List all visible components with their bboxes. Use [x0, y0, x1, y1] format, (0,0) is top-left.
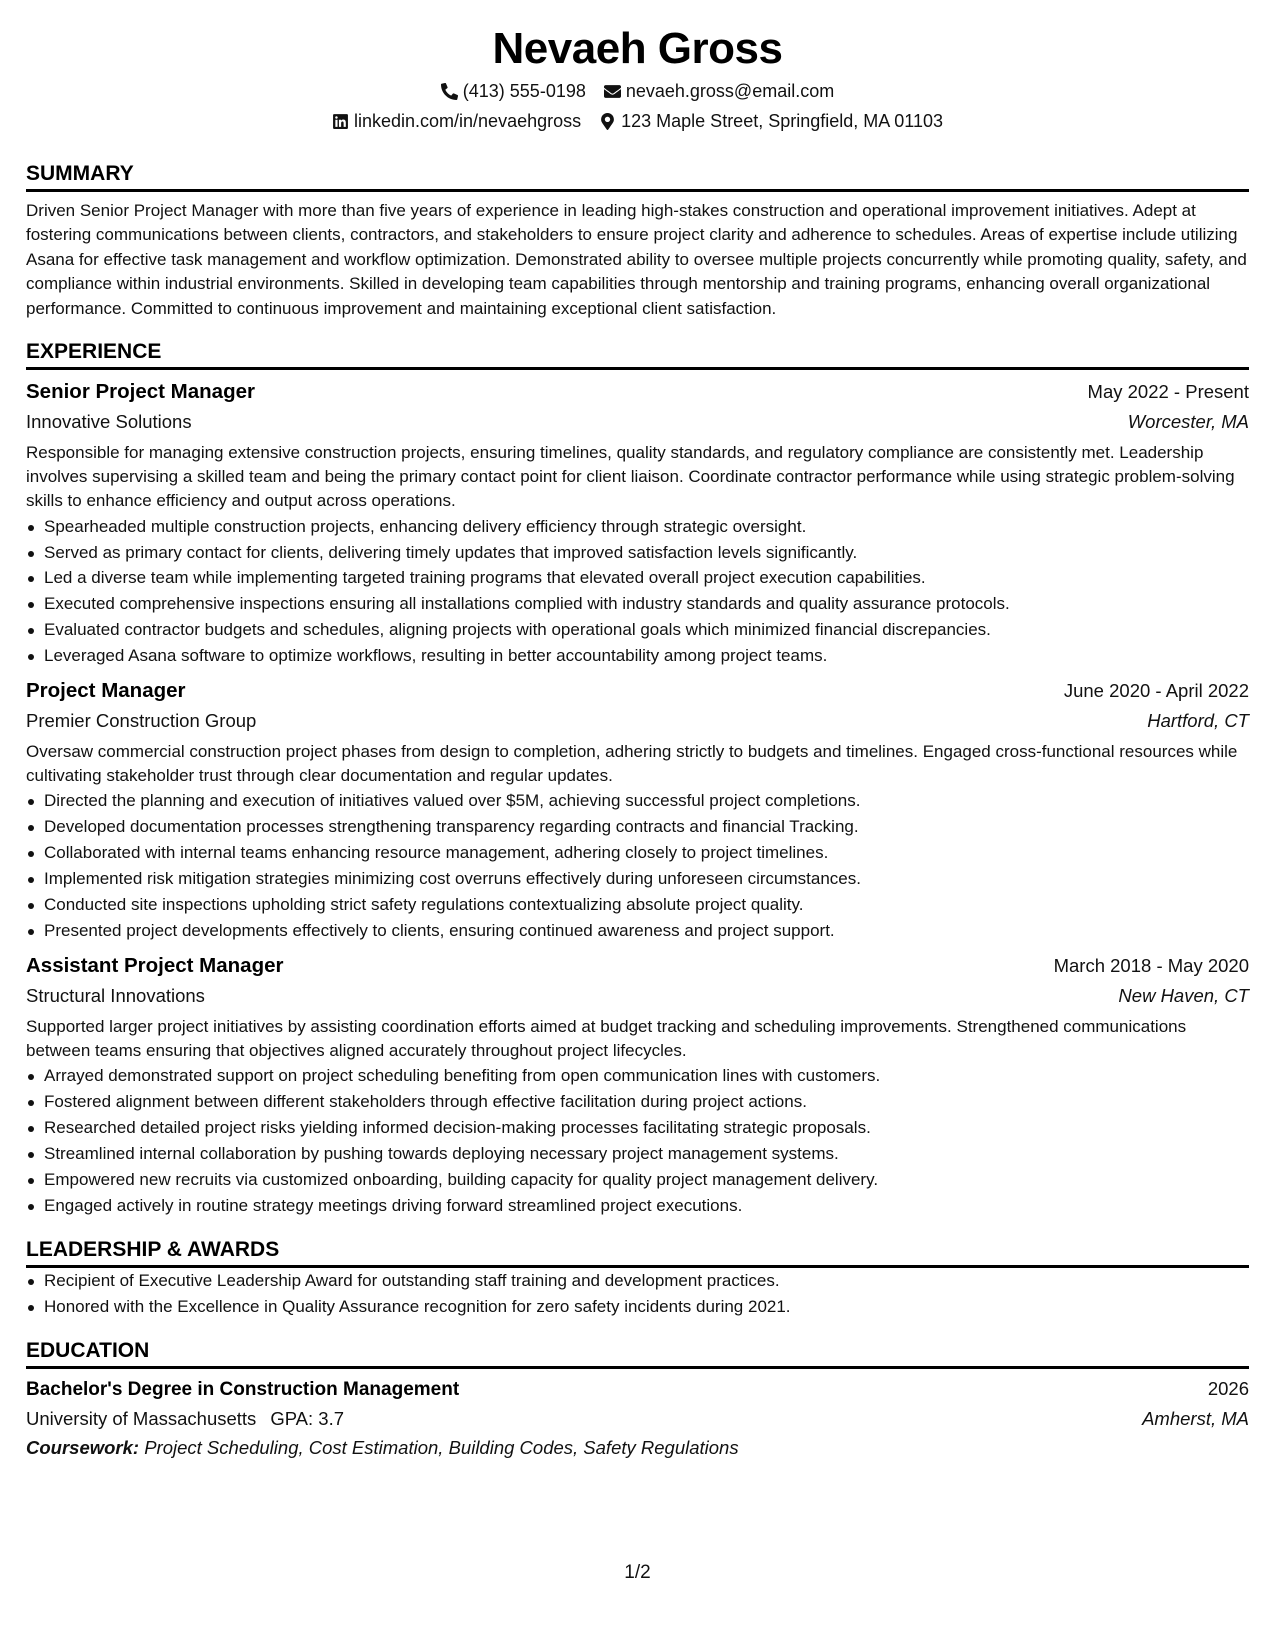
- coursework-text: Project Scheduling, Cost Estimation, Building Codes, Safety Regulations: [144, 1436, 739, 1458]
- job-location: Hartford, CT: [1147, 710, 1249, 732]
- job-bullets: [26, 1063, 1249, 1218]
- list-item: Collaborated with internal teams enhancing resource management, adhering closely to project timelines.: [26, 840, 1249, 866]
- education-location: Amherst, MA: [1142, 1407, 1249, 1429]
- list-item: Researched detailed project risks yielding informed decision-making processes facilitating strategic proposals.: [26, 1115, 1249, 1141]
- coursework-label: Coursework:: [26, 1436, 140, 1458]
- phone-icon: [441, 83, 458, 100]
- candidate-name: Nevaeh Gross: [492, 24, 783, 73]
- job-company: Innovative Solutions: [26, 411, 192, 433]
- summary-text: Driven Senior Project Manager with more than five years of experience in leading high-stakes construction and operational improvement initiatives. Adept at fostering communications between clients, contractors, and stakeholders to ensure project clarity and adherence to schedules. Areas of expertise include utilizing Asana for effective task management and workflow optimization. Demonstrated ability to oversee multiple projects concurrently while promoting quality, safety, and compliance within industrial environments. Skilled in developing team capabilities through mentorship and training programs, enhancing overall organizational performance. Committed to continuous improvement and maintaining exceptional client satisfaction.: [26, 201, 1247, 318]
- page-number: 1/2: [624, 1562, 651, 1583]
- contact-row-1: [26, 76, 1249, 106]
- education-gpa: GPA: 3.7: [270, 1407, 345, 1429]
- phone-contact: [441, 76, 586, 106]
- list-item: Implemented risk mitigation strategies minimizing cost overruns effectively during unforeseen circumstances.: [26, 866, 1249, 892]
- job-title: Project Manager: [26, 679, 186, 703]
- phone-text: (413) 555-0198: [462, 81, 586, 101]
- list-item: Honored with the Excellence in Quality Assurance recognition for zero safety incidents during 2021.: [26, 1294, 1249, 1320]
- education-heading: EDUCATION: [26, 1337, 1249, 1369]
- resume-page: [26, 22, 1249, 1463]
- job-entry: [26, 950, 1249, 1219]
- list-item: Served as primary contact for clients, delivering timely updates that improved satisfaction levels significantly.: [26, 540, 1249, 566]
- job-description: Supported larger project initiatives by assisting coordination efforts aimed at budget tracking and scheduling improvements. Strengthened communications between teams ensuring that objectives aligned accurately throughout project lifecycles.: [26, 1016, 1187, 1061]
- list-item: Directed the planning and execution of initiatives valued over $5M, achieving successful project completions.: [26, 788, 1249, 814]
- job-title: Assistant Project Manager: [26, 953, 284, 977]
- job-bullets: [26, 514, 1249, 669]
- education-coursework: [26, 1433, 1249, 1463]
- experience-heading: EXPERIENCE: [26, 338, 1249, 370]
- linkedin-contact[interactable]: [332, 106, 581, 136]
- education-year: 2026: [1207, 1377, 1249, 1399]
- job-company: Structural Innovations: [26, 984, 205, 1006]
- job-entry: [26, 376, 1249, 669]
- envelope-icon: [604, 83, 621, 100]
- job-location: Worcester, MA: [1127, 411, 1249, 433]
- job-bullets: [26, 788, 1249, 943]
- linkedin-text: linkedin.com/in/nevaehgross: [353, 111, 582, 131]
- list-item: Recipient of Executive Leadership Award for outstanding staff training and development practices.: [26, 1268, 1249, 1294]
- job-description: Oversaw commercial construction project phases from design to completion, adhering strictly to budgets and timelines. Engaged cross-functional resources while cultivating stakeholder trust through clear documentation and regular updates.: [26, 742, 1238, 786]
- address-contact: [599, 106, 943, 136]
- awards-heading: LEADERSHIP & AWARDS: [26, 1236, 1249, 1268]
- list-item: Spearheaded multiple construction projects, enhancing delivery efficiency through strategic oversight.: [26, 514, 1249, 540]
- list-item: Leveraged Asana software to optimize workflows, resulting in better accountability among project teams.: [26, 643, 1249, 669]
- list-item: Evaluated contractor budgets and schedules, aligning projects with operational goals which minimized financial discrepancies.: [26, 617, 1249, 643]
- job-description: Responsible for managing extensive construction projects, ensuring timelines, quality standards, and regulatory compliance are consistently met. Leadership involves supervising a skilled team and being the primary contact point for client liaison. Coordinate contractor performance while using strategic problem-solving skills to enhance efficiency and output across operations.: [26, 443, 1235, 511]
- list-item: Empowered new recruits via customized onboarding, building capacity for quality project management delivery.: [26, 1167, 1249, 1193]
- contact-row-2: [26, 106, 1249, 136]
- list-item: Engaged actively in routine strategy meetings driving forward streamlined project executions.: [26, 1193, 1249, 1219]
- job-date: March 2018 - May 2020: [1053, 954, 1249, 976]
- map-pin-icon: [599, 113, 616, 130]
- education-school: University of Massachusetts: [26, 1407, 257, 1429]
- education-degree: Bachelor's Degree in Construction Management: [26, 1378, 460, 1400]
- list-item: Arrayed demonstrated support on project scheduling benefiting from open communication lines with customers.: [26, 1063, 1249, 1089]
- job-entry: [26, 675, 1249, 944]
- summary-heading: SUMMARY: [26, 160, 1249, 192]
- address-text: 123 Maple Street, Springfield, MA 01103: [621, 111, 943, 131]
- list-item: Led a diverse team while implementing targeted training programs that elevated overall project execution capabilities.: [26, 565, 1249, 591]
- list-item: Presented project developments effectively to clients, ensuring continued awareness and project support.: [26, 918, 1249, 944]
- job-title: Senior Project Manager: [26, 380, 255, 404]
- linkedin-icon: [332, 113, 349, 130]
- job-location: New Haven, CT: [1118, 984, 1249, 1006]
- job-date: June 2020 - April 2022: [1063, 680, 1249, 702]
- list-item: Executed comprehensive inspections ensuring all installations complied with industry standards and quality assurance protocols.: [26, 591, 1249, 617]
- email-contact[interactable]: [604, 76, 834, 106]
- job-date: May 2022 - Present: [1087, 381, 1249, 403]
- email-text: nevaeh.gross@email.com: [625, 81, 835, 101]
- list-item: Fostered alignment between different stakeholders through effective facilitation during project actions.: [26, 1089, 1249, 1115]
- list-item: Streamlined internal collaboration by pushing towards deploying necessary project management systems.: [26, 1141, 1249, 1167]
- list-item: Conducted site inspections upholding strict safety regulations contextualizing absolute project quality.: [26, 892, 1249, 918]
- job-company: Premier Construction Group: [26, 710, 257, 732]
- awards-list: [26, 1268, 1249, 1320]
- list-item: Developed documentation processes strengthening transparency regarding contracts and financial Tracking.: [26, 814, 1249, 840]
